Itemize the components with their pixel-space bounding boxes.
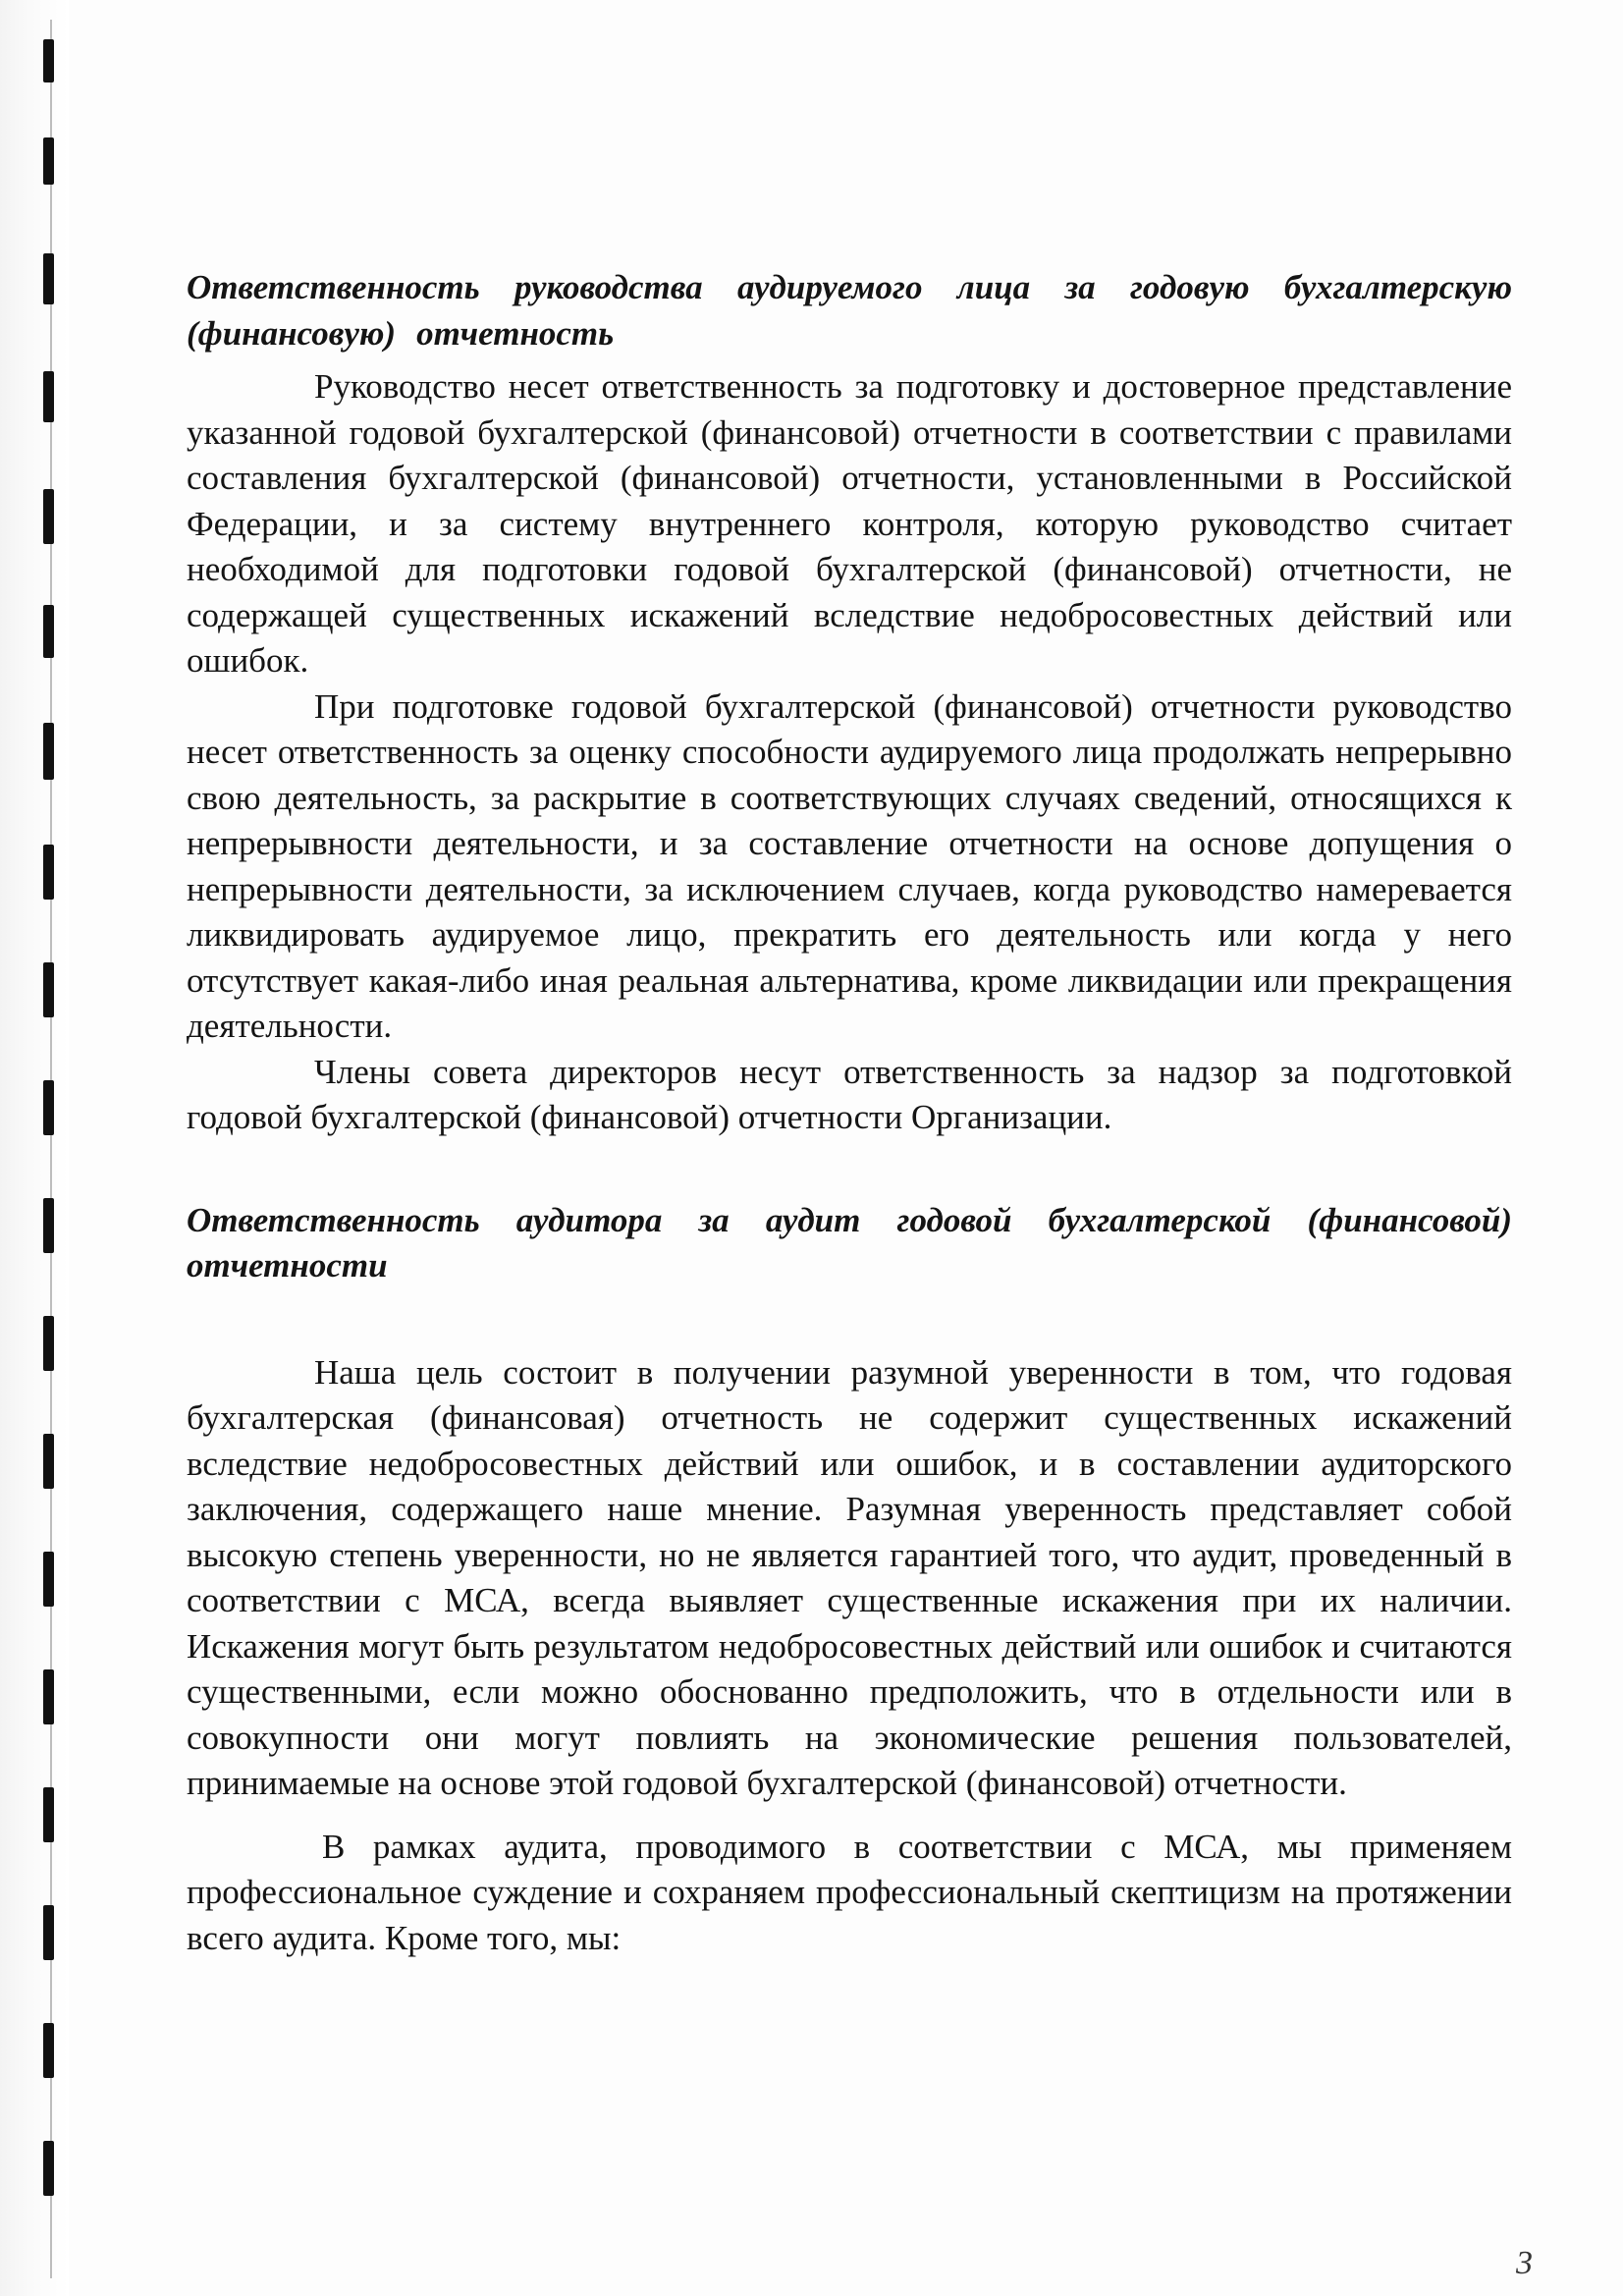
page-number: 3 bbox=[1516, 2245, 1533, 2281]
paragraph: Члены совета директоров несут ответственность за надзор за подготовкой годовой бухгалтерской (финансовой) отчетности Организации. bbox=[187, 1052, 1512, 1136]
binding-hole-mark bbox=[43, 1198, 54, 1253]
document-body bbox=[187, 265, 1512, 1961]
binding-hole-mark bbox=[43, 39, 54, 82]
paragraph: Руководство несет ответственность за подготовку и достоверное представление указанной годовой бухгалтерской (финансовой) отчетности в соответствии с правилами составления бухгалтерской (финансовой) отчетности, установленными в Российской Федерации, и за систему внутреннего контроля, которую руководство считает необходимой для подготовки годовой бухгалтерской (финансовой) отчетности, не содержащей существенных искажений вследствие недобросовестных действий или ошибок. bbox=[187, 367, 1512, 680]
binding-hole-mark bbox=[43, 962, 54, 1017]
binding-hole-mark bbox=[43, 1669, 54, 1724]
binding-hole-mark bbox=[43, 371, 54, 422]
binding-hole-mark bbox=[43, 253, 54, 304]
binding-strip bbox=[0, 0, 69, 2296]
paragraph: В рамках аудита, проводимого в соответствии с МСА, мы применяем профессиональное суждение и сохраняем профессиональный скептицизм на протяжении всего аудита. Кроме того, мы: bbox=[187, 1827, 1512, 1957]
binding-hole-mark bbox=[43, 605, 54, 658]
binding-hole-mark bbox=[43, 845, 54, 900]
binding-hole-mark bbox=[43, 1905, 54, 1960]
binding-hole-mark bbox=[43, 1080, 54, 1135]
binding-hole-mark bbox=[43, 489, 54, 544]
paragraph: Наша цель состоит в получении разумной уверенности в том, что годовая бухгалтерская (финансовая) отчетность не содержит существенных искажений вследствие недобросовестных действий или ошибок, и в составлении аудиторского заключения, содержащего наше мнение. Разумная уверенность представляет собой высокую степень уверенности, но не является гарантией того, что аудит, проведенный в соответствии с МСА, всегда выявляет существенные искажения при их наличии. Искажения могут быть результатом недобросовестных действий или ошибок и считаются существенными, если можно обоснованно предположить, что в отдельности или в совокупности они могут повлиять на экономические решения пользователей, принимаемые на основе этой годовой бухгалтерской (финансовой) отчетности. bbox=[187, 1352, 1512, 1802]
section-heading-auditor-responsibility: Ответственность аудитора за аудит годовой бухгалтерской (финансовой) отчетности bbox=[187, 1200, 1512, 1285]
section-heading-management-responsibility: Ответственность руководства аудируемого лица за годовую бухгалтерскую (финансовую) отчетность bbox=[187, 268, 1512, 353]
binding-hole-mark bbox=[43, 1552, 54, 1607]
binding-hole-mark bbox=[43, 1434, 54, 1489]
binding-hole-mark bbox=[43, 2023, 54, 2078]
binding-hole-mark bbox=[43, 137, 54, 185]
binding-hole-mark bbox=[43, 1787, 54, 1842]
paragraph: При подготовке годовой бухгалтерской (финансовой) отчетности руководство несет ответственность за оценку способности аудируемого лица продолжать непрерывно свою деятельность, за раскрытие в соответствующих случаях сведений, относящихся к непрерывности деятельности, и за составление отчетности на основе допущения о непрерывности деятельности, за исключением случаев, когда руководство намеревается ликвидировать аудируемое лицо, прекратить его деятельность или когда у него отсутствует какая-либо иная реальная альтернатива, кроме ликвидации или прекращения деятельности. bbox=[187, 686, 1512, 1045]
binding-hole-mark bbox=[43, 1316, 54, 1371]
binding-hole-mark bbox=[43, 723, 54, 780]
binding-hole-mark bbox=[43, 2141, 54, 2196]
